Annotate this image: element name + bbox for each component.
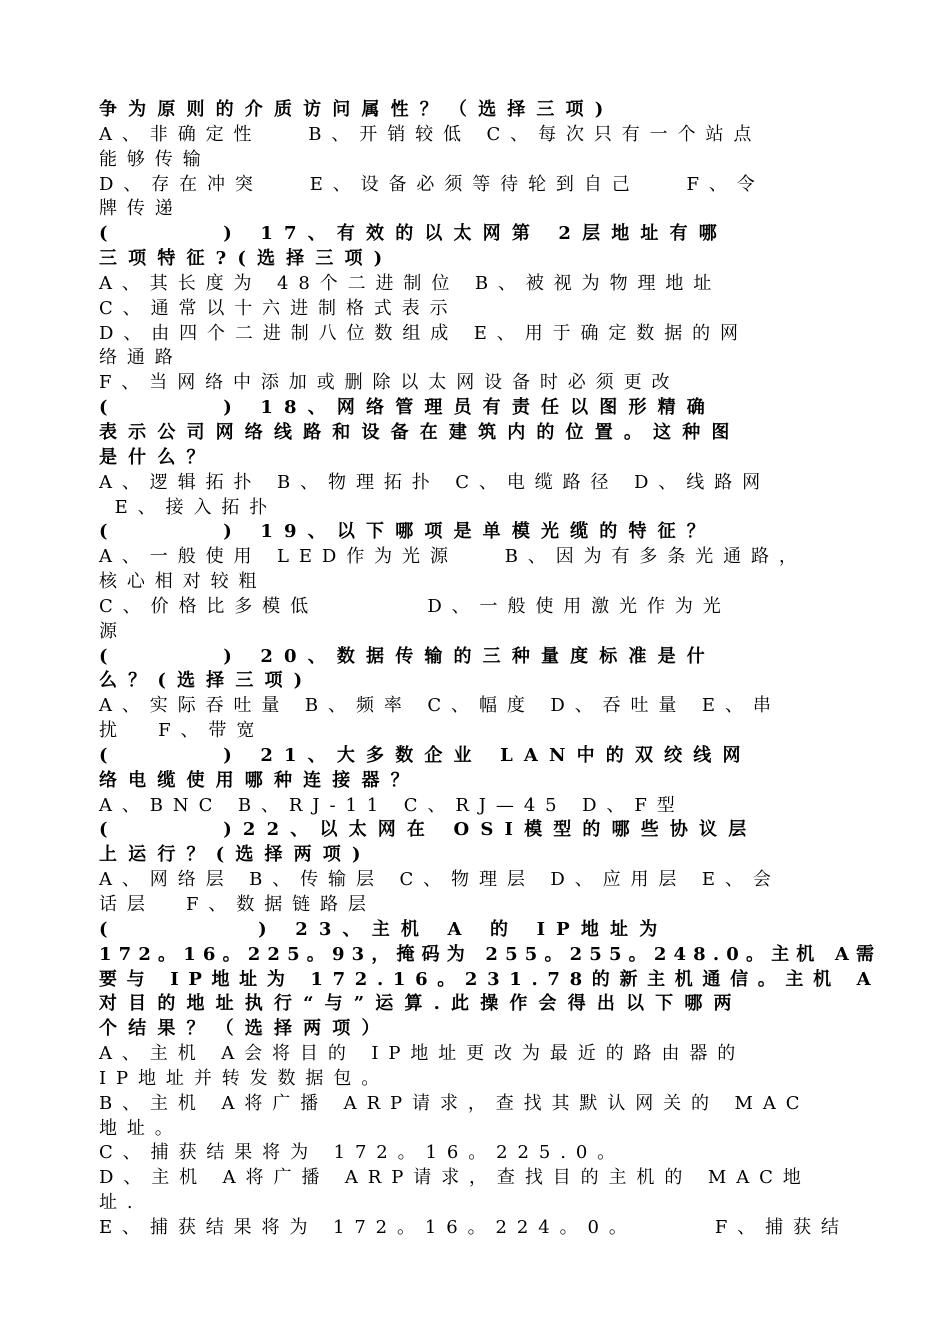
question-line: 上运行？(选择两项) xyxy=(99,844,372,866)
question-line: ( ) 21、大多数企业 LAN中的双绞线网 xyxy=(99,744,752,766)
option-line: A、网络层 B、传输层 C、物理层 D、应用层 E、会 xyxy=(99,869,781,891)
option-line: A、实际吞吐量 B、频率 C、幅度 D、吞吐量 E、串 xyxy=(99,695,781,717)
option-line: D、由四个二进制八位数组成 E、用于确定数据的网 xyxy=(99,322,748,344)
option-line: F、当网络中添加或删除以太网设备时必须更改 xyxy=(99,372,680,394)
question-line: 要与 IP地址为 172.16。231.78的新主机通信。主机 A xyxy=(99,968,881,990)
question-line: ( )22、以太网在 OSI模型的哪些协议层 xyxy=(99,819,758,841)
option-line: 能够传输 xyxy=(99,148,211,170)
option-line: 源 xyxy=(99,620,127,642)
question-line: ( ) 19、以下哪项是单模光缆的特征？ xyxy=(99,521,716,543)
question-line: 172。16。225。93，掩码为 255。255。248.0。主机 A需 xyxy=(99,943,882,965)
option-line: E、捕获结果将为 172。16。224。0。 F、捕获结 xyxy=(99,1216,849,1238)
question-line: 个结果？（选择两项） xyxy=(99,1018,391,1040)
question-line: ( ) 23、主机 A 的 IP地址为 xyxy=(99,918,669,940)
question-line: 争为原则的介质访问属性？（选择三项) xyxy=(99,99,615,120)
option-line: 牌传递 xyxy=(99,198,183,220)
question-line: ( ) 17、有效的以太网第 2层地址有哪 xyxy=(99,223,728,245)
option-line: A、逻辑拓扑 B、物理拓扑 C、电缆路径 D、线路网 xyxy=(99,471,770,493)
option-line: A、非确定性 B、开销较低 C、每次只有一个站点 xyxy=(99,123,762,145)
option-line: 核心相对较粗 xyxy=(99,571,267,593)
document-body xyxy=(99,98,882,1241)
question-line: 对目的地址执行“与”运算.此操作会得出以下哪两 xyxy=(99,993,743,1015)
option-line: C、捕获结果将为 172。16。225.0。 xyxy=(99,1142,626,1164)
option-line: E、接入拓扑 xyxy=(99,496,278,518)
option-line: 扰 F、带宽 xyxy=(99,720,265,742)
option-line: A、其长度为 48个二进制位 B、被视为物理地址 xyxy=(99,272,722,294)
option-line: C、通常以十六进制格式表示 xyxy=(99,297,458,319)
option-line: IP地址并转发数据包。 xyxy=(99,1067,390,1089)
option-line: D、存在冲突 E、设备必须等待轮到自己 F、令 xyxy=(99,173,765,195)
question-line: 三项特征?(选择三项) xyxy=(99,248,394,270)
option-line: D、主机 A将广播 ARP请求，查找目的主机的 MAC地 xyxy=(99,1167,811,1189)
question-line: 表示公司网络线路和设备在建筑内的位置。这种图 xyxy=(99,421,741,443)
question-line: 是什么？ xyxy=(99,446,216,468)
option-line: B、主机 A将广播 ARP请求，查找其默认网关的 MAC xyxy=(99,1092,810,1114)
question-line: ( ) 20、数据传输的三种量度标准是什 xyxy=(99,645,716,667)
option-line: 络通路 xyxy=(99,347,183,369)
question-line: 么？(选择三项) xyxy=(99,670,314,692)
option-line: A、BNC B、RJ-11 C、RJ—45 D、F型 xyxy=(99,794,685,816)
option-line: 址. xyxy=(99,1192,143,1214)
option-line: A、一般使用 LED作为光源 B、因为有多条光通路， xyxy=(99,546,807,568)
option-line: A、主机 A会将目的 IP地址更改为最近的路由器的 xyxy=(99,1043,746,1065)
option-line: 话层 F、数据链路层 xyxy=(99,894,376,915)
question-line: 络电缆使用哪种连接器？ xyxy=(99,769,420,791)
option-line: 地址。 xyxy=(99,1117,183,1139)
question-line: ( ) 18、网络管理员有责任以图形精确 xyxy=(99,397,716,419)
option-line: C、价格比多模低 D、一般使用激光作为光 xyxy=(99,595,731,617)
